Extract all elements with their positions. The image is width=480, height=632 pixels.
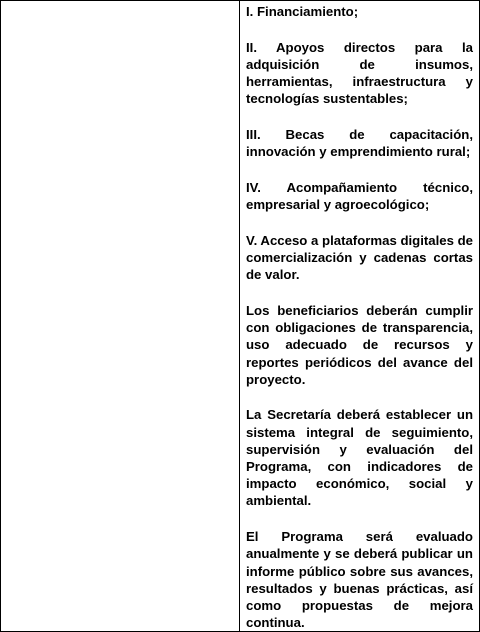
right-column-cell: [240, 1, 480, 632]
paragraph-annual-evaluation: El Programa será evaluado anualmente y se deberá publicar un informe público sobre sus avances, resultados y buenas prácticas, así como propuestas de mejora continua.: [246, 529, 473, 631]
paragraph-fraction-ii: II. Apoyos directos para la adquisición de insumos, herramientas, infraestructura y tecnologías sustentables;: [246, 39, 473, 107]
right-column-content: [240, 1, 479, 631]
paragraph-fraction-v: V. Acceso a plataformas digitales de comercialización y cadenas cortas de valor.: [246, 232, 473, 283]
paragraph-beneficiary-obligations: Los beneficiarios deberán cumplir con obligaciones de transparencia, uso adecuado de recursos y reportes periódicos del avance del proyecto.: [246, 302, 473, 387]
paragraph-fraction-i: I. Financiamiento;: [246, 4, 359, 19]
paragraph-monitoring-system: La Secretaría deberá establecer un sistema integral de seguimiento, supervisión y evaluación del Programa, con indicadores de impacto económico, social y ambiental.: [246, 407, 473, 509]
paragraph-fraction-iv: IV. Acompañamiento técnico, empresarial y agroecológico;: [246, 179, 473, 213]
table-row: [1, 1, 480, 632]
left-column-cell: [1, 1, 240, 632]
paragraph-fraction-iii: III. Becas de capacitación, innovación y emprendimiento rural;: [246, 127, 473, 160]
